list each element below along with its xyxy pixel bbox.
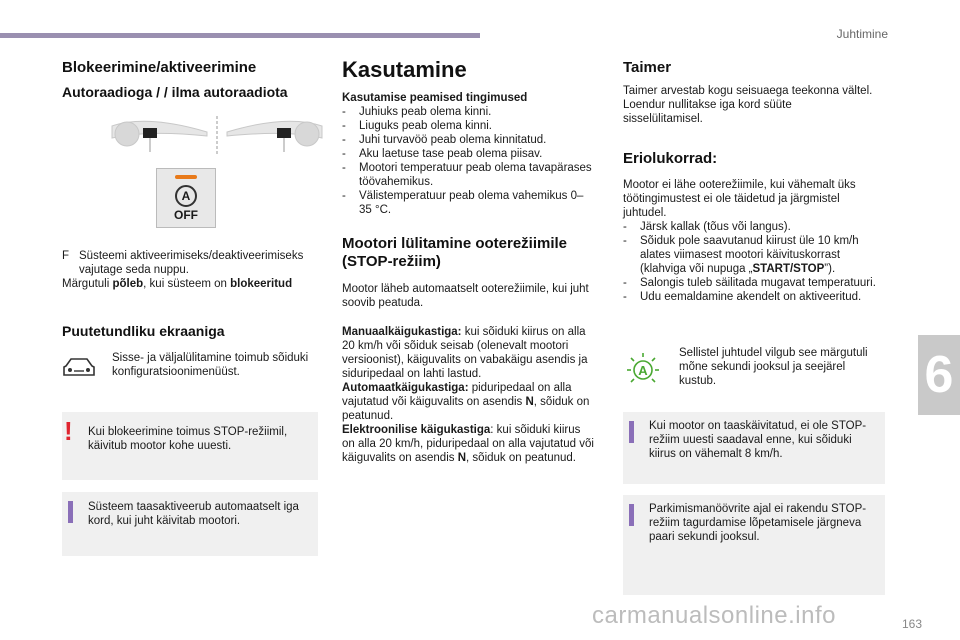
off-label: OFF [174, 208, 198, 222]
timer-text: Taimer arvestab kogu seisuaega teekonna vältel. Loendur nullitakse iga kord süüte sisselülitamisel. [623, 85, 873, 125]
activation-text: Süsteemi aktiveerimiseks/deaktiveerimiseks vajutage seda nuppu. [79, 250, 304, 276]
special-case-item: - Udu eemaldamine akendelt on aktiveeritud. [623, 291, 862, 303]
info-icon [629, 421, 634, 443]
watermark: carmanualsonline.info [592, 602, 836, 629]
warning-box [62, 412, 318, 480]
auto-a-letter: A [181, 189, 191, 203]
special-cases-list [623, 220, 883, 304]
eco-a-warning-lamp-icon [625, 351, 661, 387]
bullet-symbol: F [62, 250, 70, 262]
info-icon [629, 504, 634, 526]
manual-gearbox-text: Manuaalkäigukastiga: kui sõiduki kiirus on alla 20 km/h või sõiduk seisab (olenevalt mootori versioonist), käiguvalits on vabakäigu asendis ja siduripedaal on lahti lastud. [342, 326, 588, 380]
info-box-restart [623, 412, 885, 484]
info-text-parking: Parkimismanöövrite ajal ei rakendu STOP-režiim tagurdamise lõpetamisele järgneva paari sekundi jooksul. [649, 503, 867, 543]
indicator-led [175, 175, 197, 179]
automatic-gearbox-text: Automaatkäigukastiga: piduripedaal on alla vajutatud või käiguvalits on asendis N, sõiduk on peatunud. [342, 382, 590, 422]
indicator-note: Märgutuli põleb, kui süsteem on blokeeritud [62, 278, 293, 290]
condition-item: - Aku laetuse tase peab olema piisav. [342, 148, 543, 160]
condition-item: - Mootori temperatuur peab olema tavapärases töövahemikus. [342, 162, 592, 188]
info-text-restart: Kui mootor on taaskäivitatud, ei ole STOP-režiim uuesti saadaval enne, kui sõiduki kiirus on vähemalt 8 km/h. [649, 420, 867, 460]
condition-item: - Välistemperatuur peab olema vahemikus 0–35 °C. [342, 190, 584, 216]
chapter-title: Juhtimine [836, 27, 888, 41]
conditions-title: Kasutamise peamised tingimused [342, 92, 528, 104]
subtitle-radio: Autoraadioga / / ilma autoraadiota [62, 84, 288, 100]
lamp-text: Sellistel juhtudel vilgub see märgutuli mõne sekundi jooksul ja seejärel kustub. [679, 347, 868, 387]
condition-item: - Liuguks peab olema kinni. [342, 120, 492, 132]
page-number: 163 [901, 617, 922, 631]
svg-text:A: A [638, 363, 648, 378]
special-cases-intro: Mootor ei lähe ooterežiimile, kui vähemalt üks töötingimustest ei ole täidetud ja järgmistel juhtudel. [623, 179, 856, 219]
special-case-item: - Järsk kallak (tõus või langus). [623, 221, 791, 233]
condition-item: - Juhiuks peab olema kinni. [342, 106, 492, 118]
condition-item: - Juhi turvavöö peab olema kinnitatud. [342, 134, 547, 146]
chapter-tab: 6 [918, 335, 960, 415]
auto-a-icon [175, 185, 197, 207]
info-text-reactivation: Süsteem taasaktiveerub automaatselt iga kord, kui juht käivitab mootori. [88, 501, 299, 527]
activation-instruction [62, 249, 324, 291]
info-icon [68, 501, 73, 523]
stop-mode-title: Mootori lülitamine ooterežiimile (STOP-režiim) [342, 235, 568, 270]
special-case-item: - Salongis tuleb säilitada mugavat temperatuuri. [623, 277, 876, 289]
car-icon [62, 357, 96, 379]
conditions-list [342, 105, 592, 217]
touchscreen-text: Sisse- ja väljalülitamine toimub sõiduki konfiguratsioonimenüüst. [112, 352, 309, 378]
stop-start-off-button [156, 168, 216, 228]
subtitle-touchscreen: Puutetundliku ekraaniga [62, 323, 225, 339]
special-case-item: - Sõiduk pole saavutanud kiirust üle 10 km/h alates viimasest mootori käivituskorrast (klahviga või nupuga „START/STOP”). [623, 235, 859, 275]
warning-icon: ! [64, 416, 73, 446]
steering-wheel-button-diagram [107, 112, 327, 158]
warning-text: Kui blokeerimine toimus STOP-režiimil, käivitub mootor kohe uuesti. [88, 426, 288, 452]
section-title-usage: Kasutamine [342, 57, 467, 82]
section-title-timer: Taimer [623, 59, 672, 76]
header-bar [0, 33, 480, 38]
gearbox-descriptions [342, 325, 594, 465]
info-box-reactivation [62, 492, 318, 556]
electronic-gearbox-text: Elektroonilise käigukastiga: kui sõiduki kiirus on alla 20 km/h, piduripedaal on alla vajutatud või käiguvalits on asendis N, sõiduk on peatunud. [342, 424, 594, 464]
stop-mode-intro: Mootor läheb automaatselt ooterežiimile, kui juht soovib peatuda. [342, 283, 589, 309]
info-box-parking [623, 495, 885, 595]
section-title-blocking: Blokeerimine/aktiveerimine [62, 59, 257, 76]
section-title-special-cases: Eriolukorrad: [623, 150, 718, 167]
